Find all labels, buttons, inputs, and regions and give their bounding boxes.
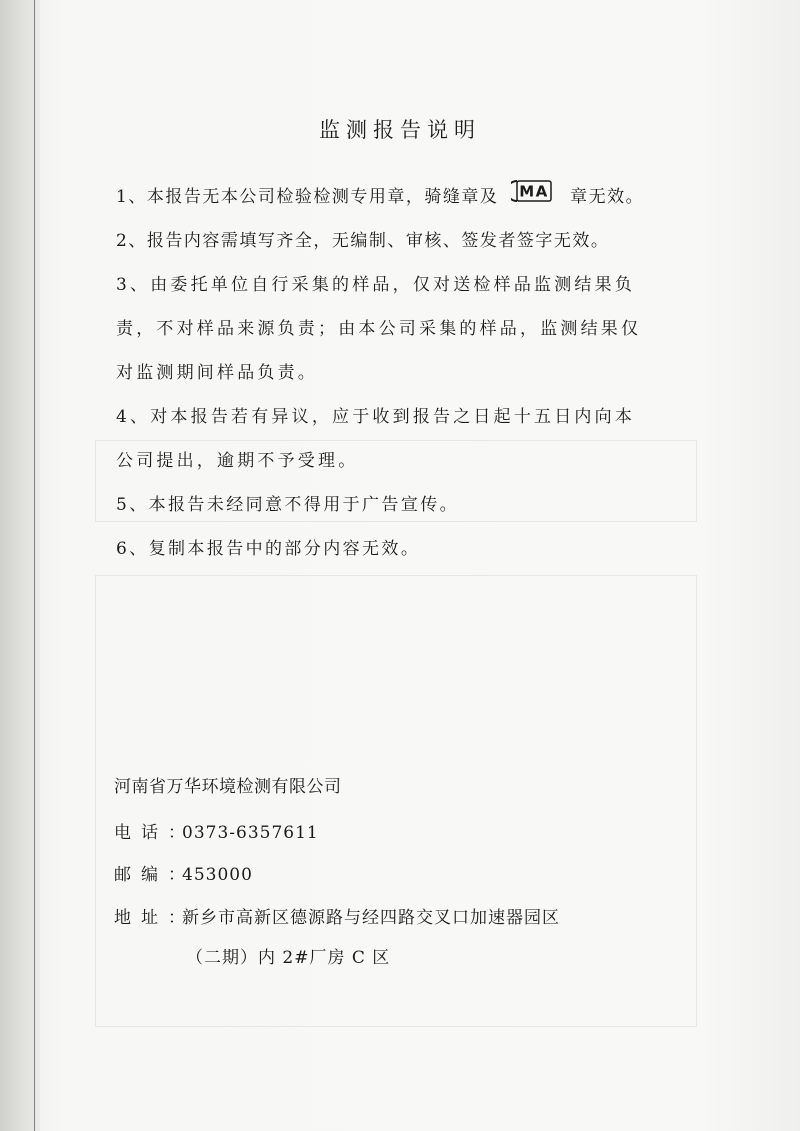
note-item-3-line-3: 对监测期间样品负责。: [116, 363, 318, 383]
note-item-6-text: 6、复制本报告中的部分内容无效。: [116, 539, 421, 559]
binding-line: [34, 0, 35, 1131]
cma-stamp-icon: [511, 176, 557, 220]
note-item-4: [116, 395, 716, 483]
note-item-3-line-1: 3、由委托单位自行采集的样品，仅对送检样品监测结果负: [116, 275, 636, 295]
address-line-1: 新乡市高新区德源路与经四路交叉口加速器园区: [182, 908, 560, 928]
page-title: 监测报告说明: [319, 118, 481, 143]
note-item-6: [116, 527, 716, 571]
company-name: 河南省万华环境检测有限公司: [114, 777, 342, 797]
note-item-3: [116, 263, 716, 395]
postcode-value: 453000: [182, 865, 253, 885]
note-item-4-line-1: 4、对本报告若有异议，应于收到报告之日起十五日内向本: [116, 407, 636, 427]
address-label: 地址：: [114, 908, 195, 928]
note-item-5: [116, 483, 716, 527]
cma-stamp-text: MA: [519, 182, 550, 200]
postcode-label: 邮编：: [114, 865, 195, 885]
note-item-2: [116, 219, 716, 263]
address-line-2: （二期）内 2#厂房 C 区: [186, 948, 391, 968]
address-row: [114, 903, 560, 928]
postcode-row: [114, 860, 253, 885]
note-item-3-line-2: 责，不对样品来源负责；由本公司采集的样品，监测结果仅: [116, 319, 642, 339]
note-item-1-suffix: 章无效。: [570, 187, 645, 207]
note-item-5-text: 5、本报告未经同意不得用于广告宣传。: [116, 495, 460, 515]
note-item-1: [116, 175, 716, 219]
note-item-2-text: 2、报告内容需填写齐全，无编制、审核、签发者签字无效。: [116, 231, 610, 251]
phone-label: 电话：: [114, 823, 195, 843]
cma-stamp-graphic: [511, 179, 557, 203]
phone-row: [114, 818, 319, 843]
note-item-1-text: 1、本报告无本公司检验检测专用章，骑缝章及: [116, 187, 499, 207]
phone-value: 0373-6357611: [182, 823, 319, 843]
note-item-4-line-2: 公司提出，逾期不予受理。: [116, 451, 359, 471]
